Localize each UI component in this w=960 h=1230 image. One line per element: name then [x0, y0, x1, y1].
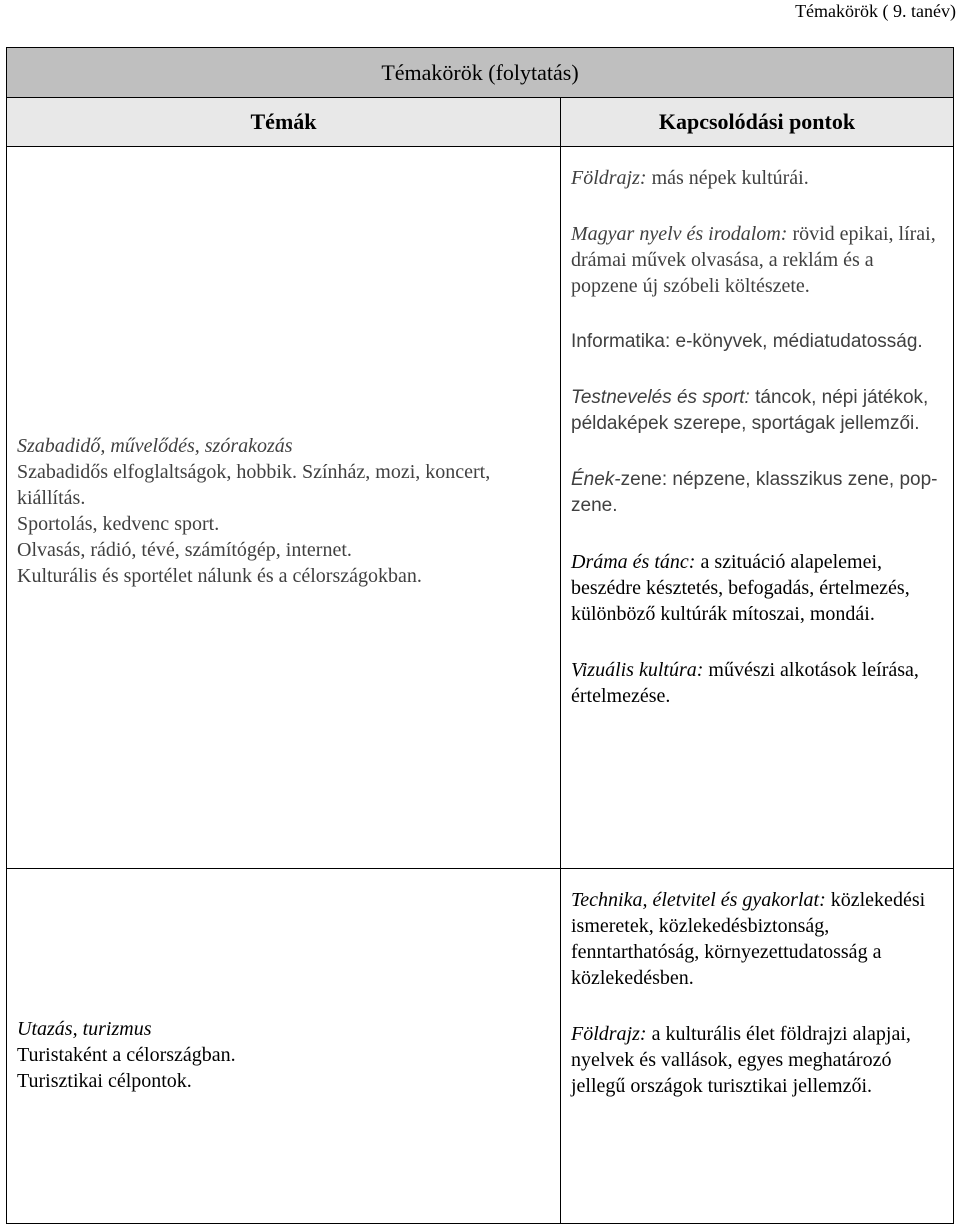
column-header-topics: Témák: [7, 98, 561, 147]
links-cell: [561, 869, 954, 1224]
link-item: Dráma és tánc: a szituáció alapelemei, beszédre késztetés, befogadás, értelmezés, különböző kultúrák mítoszai, mondái.: [571, 551, 910, 625]
link-item: Földrajz: más népek kultúrái.: [571, 167, 809, 189]
table-row: [7, 147, 954, 869]
topic-line: Kulturális és sportélet nálunk és a célországokban.: [17, 564, 422, 587]
table-header-row: [7, 98, 954, 147]
topic-line: Turistaként a célországban.: [17, 1044, 236, 1066]
table-title: Témakörök (folytatás): [7, 48, 954, 98]
table-row: [7, 869, 954, 1224]
topic-cell: [7, 869, 561, 1224]
column-header-links: Kapcsolódási pontok: [561, 98, 954, 147]
link-item: Magyar nyelv és irodalom: rövid epikai, lírai, drámai művek olvasása, a reklám és a popzene új szóbeli költészete.: [571, 223, 936, 297]
link-item: Ének-zene: népzene, klasszikus zene, pop- zene.: [571, 469, 938, 516]
link-item: Földrajz: a kulturális élet földrajzi alapjai, nyelvek és vallások, egyes meghatározó jellegű országok turisztikai jellemzői.: [571, 1023, 911, 1097]
topic-line: Sportolás, kedvenc sport.: [17, 512, 220, 535]
topic-cell: [7, 147, 561, 869]
link-item: Informatika: e-könyvek, médiatudatosság.: [571, 331, 923, 352]
links-cell: [561, 147, 954, 869]
topic-title: Szabadidő, művelődés, szórakozás: [17, 434, 293, 457]
topic-line: Turisztikai célpontok.: [17, 1070, 192, 1092]
topic-title: Utazás, turizmus: [17, 1018, 152, 1040]
topic-line: Olvasás, rádió, tévé, számítógép, internet.: [17, 538, 352, 561]
link-item: Testnevelés és sport: táncok, népi játékok, példaképek szerepe, sportágak jellemzői.: [571, 387, 929, 434]
link-item: Vizuális kultúra: művészi alkotások leírása, értelmezése.: [571, 659, 919, 707]
table-title-row: [7, 48, 954, 98]
link-item: Technika, életvitel és gyakorlat: közlekedési ismeretek, közlekedésbiztonság, fenntarthatóság, környezettudatosság a közlekedésben.: [571, 889, 926, 989]
page-header: Témakörök ( 9. tanév): [795, 1, 956, 21]
topics-table: [6, 47, 954, 1224]
topic-line: Szabadidős elfoglaltságok, hobbik. Színház, mozi, koncert, kiállítás.: [17, 460, 491, 509]
